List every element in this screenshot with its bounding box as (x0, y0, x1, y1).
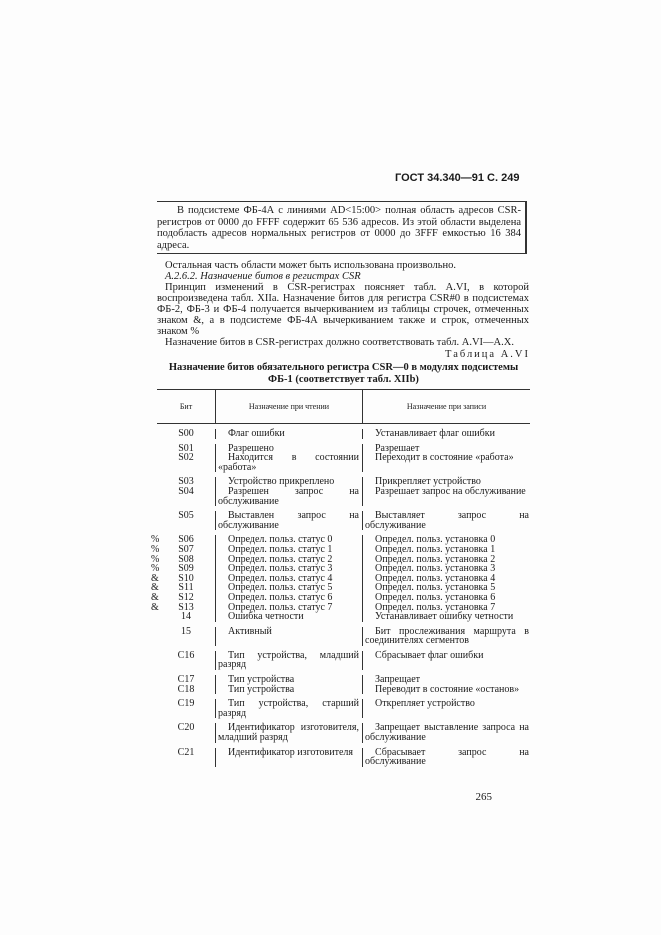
read-text: Определ. польз. статус 0 (228, 534, 333, 546)
paragraph: Остальная часть области может быть использована произвольно. (165, 260, 456, 271)
read-cell (215, 453, 362, 472)
read-text: Активный (228, 625, 272, 637)
bit-label: C16 (177, 649, 195, 661)
read-cell (215, 723, 362, 742)
document-header: ГОСТ 34.340—91 С. 249 (395, 172, 520, 184)
row-marker: & (151, 582, 159, 594)
bit-label: S04 (178, 485, 194, 497)
paragraph: Назначение битов в CSR-регистрах должно соответствовать табл. A.VI—A.X. (165, 337, 514, 348)
write-text: Бит прослеживания маршрута в соединителях сегментов (365, 625, 529, 647)
table-row (157, 685, 530, 695)
write-cell (362, 685, 530, 695)
write-text: Запрещает (375, 674, 421, 686)
bit-label: S12 (178, 591, 194, 603)
read-text: Тип устройства, старший разряд (218, 698, 359, 719)
read-text: Идентификатор изготовителя, младший разряд (218, 722, 359, 744)
bit-label: C19 (177, 698, 195, 710)
read-text: Ошибка четности (228, 611, 304, 623)
read-cell (215, 699, 362, 718)
write-text: Определ. польз. установка 2 (375, 553, 496, 565)
write-text: Определ. польз. установка 7 (375, 601, 496, 613)
read-text: Разрешен запрос на обслуживание (218, 485, 359, 507)
column-header: Назначение при записи (362, 390, 530, 423)
write-cell (362, 487, 530, 506)
write-cell (362, 723, 530, 742)
bit-cell (157, 511, 215, 530)
table-row (157, 439, 530, 454)
read-text: Выставлен запрос на обслуживание (218, 510, 359, 531)
read-text: Определ. польз. статус 2 (228, 553, 333, 565)
table-row (157, 694, 530, 718)
bit-cell (157, 723, 215, 742)
read-cell (215, 627, 362, 646)
write-text: Выставляет запрос на обслуживание (365, 510, 529, 531)
table-row (157, 612, 530, 622)
bit-label: S07 (178, 543, 194, 555)
table-row (157, 429, 530, 439)
column-header: Назначение при чтении (215, 390, 362, 423)
bit-cell (157, 699, 215, 718)
read-cell (215, 487, 362, 506)
row-marker: % (151, 563, 160, 575)
column-header: Бит (179, 402, 193, 411)
table-caption: Таблица A.VI (445, 349, 530, 360)
paragraph: Принцип изменений в CSR-регистрах поясняет табл. A.VI, в которой воспроизведена табл. XIIa. Назначение битов для регистра CSR#0 в подсистемах ФБ-2, ФБ-3 и ФБ-4 получается вычеркиванием из таблицы строчек, отмеченных знаком &, а в подсистеме ФБ-4А вычеркиванием также и строк, отмеченных знаком % (157, 282, 529, 337)
write-text: Открепляет устройство (375, 698, 475, 710)
read-text: Определ. польз. статус 7 (228, 601, 333, 613)
bit-label: S09 (178, 563, 194, 575)
write-cell (362, 429, 530, 439)
table-title: Назначение битов обязательного регистра CSR—0 в модулях подсистемы ФБ-1 (соответствует табл. XIIb) (168, 362, 519, 385)
read-text: Флаг ошибки (228, 428, 285, 439)
boxed-note (157, 201, 527, 254)
bit-label: C20 (177, 722, 195, 734)
read-cell (215, 511, 362, 530)
bit-label: C17 (177, 674, 195, 686)
table-row (157, 472, 530, 487)
write-text: Переходит в состояние «работа» (375, 452, 514, 464)
table-body (151, 424, 530, 787)
read-text: Находится в состоянии «работа» (218, 452, 359, 473)
bit-label: C18 (177, 683, 195, 695)
bit-cell (157, 627, 215, 646)
bit-label: S06 (178, 534, 194, 546)
body-text (157, 260, 529, 348)
read-text: Тип устройства, младший разряд (218, 649, 359, 671)
row-marker: & (151, 601, 159, 613)
row-marker: % (151, 543, 160, 555)
write-text: Определ. польз. установка 1 (375, 543, 496, 555)
read-text: Определ. польз. статус 3 (228, 563, 333, 575)
read-cell (215, 612, 362, 622)
write-cell (362, 627, 530, 646)
bit-cell (157, 748, 215, 767)
write-text: Сбрасывает флаг ошибки (375, 649, 484, 661)
bit-cell (157, 429, 215, 439)
write-cell (362, 511, 530, 530)
bit-label: S13 (178, 601, 194, 613)
write-text: Прикрепляет устройство (375, 476, 481, 488)
read-text: Определ. польз. статус 4 (228, 572, 333, 584)
bit-label: S01 (178, 442, 194, 454)
table-row (157, 646, 530, 670)
row-marker: % (151, 553, 160, 565)
row-marker: & (151, 591, 159, 603)
bit-label: S05 (178, 510, 194, 522)
write-text: Определ. польз. установка 0 (375, 534, 496, 546)
read-text: Разрешено (228, 442, 274, 454)
row-marker: & (151, 572, 159, 584)
write-text: Определ. польз. установка 3 (375, 563, 496, 575)
table-row (157, 718, 530, 742)
read-text: Идентификатор изготовителя (228, 746, 354, 758)
read-cell (215, 685, 362, 695)
read-text: Определ. польз. статус 5 (228, 582, 333, 594)
write-cell (362, 699, 530, 718)
write-text: Устанавливает ошибку четности (375, 611, 514, 623)
bit-cell (157, 651, 215, 670)
bit-cell (157, 685, 215, 695)
table-row (157, 670, 530, 685)
bit-label: 14 (181, 611, 191, 623)
write-text: Устанавливает флаг ошибки (375, 428, 495, 439)
bit-label: S11 (178, 582, 194, 594)
page-body (151, 201, 530, 803)
bit-cell (157, 487, 215, 506)
write-text: Сбрасывает запрос на обслуживание (365, 746, 529, 768)
write-cell (362, 748, 530, 767)
write-text: Определ. польз. установка 6 (375, 591, 496, 603)
write-cell (362, 612, 530, 622)
write-cell (362, 453, 530, 472)
write-text: Определ. польз. установка 4 (375, 572, 496, 584)
table-row (157, 453, 530, 472)
bit-label: S00 (178, 428, 194, 439)
row-marker: % (151, 534, 160, 546)
bit-label: S10 (178, 572, 194, 584)
read-cell (215, 429, 362, 439)
read-text: Устройство прикреплено (228, 476, 335, 488)
bit-label: 15 (181, 625, 191, 637)
section-heading: A.2.6.2. Назначение битов в регистрах CSR (165, 271, 361, 282)
bit-cell (157, 612, 215, 622)
read-text: Определ. польз. статус 1 (228, 543, 333, 555)
read-text: Определ. польз. статус 6 (228, 591, 333, 603)
bit-label: S08 (178, 553, 194, 565)
boxed-note-text: В подсистеме ФБ-4А с линиями AD<15:00> полная область адресов CSR-регистров от 0000 до FFFF содержит 65 536 адресов. Из этой области выделена подобласть адресов нормальных регистров от 0000 до 3FFF емкостью 16 384 адреса. (157, 205, 521, 251)
write-text: Переводит в состояние «останов» (375, 683, 520, 695)
read-cell (215, 748, 362, 767)
bit-label: S03 (178, 476, 194, 488)
write-text: Разрешает запрос на обслуживание (375, 485, 526, 497)
table-row (157, 622, 530, 646)
bit-label: C21 (177, 746, 195, 758)
page-number: 265 (475, 790, 492, 803)
bit-label: S02 (178, 452, 194, 464)
write-text: Определ. польз. установка 5 (375, 582, 496, 594)
table-row (157, 743, 530, 767)
table-row (151, 530, 530, 546)
read-text: Тип устройства (228, 683, 295, 695)
write-text: Разрешает (375, 442, 420, 454)
write-text: Запрещает выставление запроса на обслуживание (365, 722, 529, 744)
read-text: Тип устройства (228, 674, 295, 686)
bit-cell (157, 453, 215, 472)
table-row (157, 487, 530, 506)
bits-table (151, 389, 530, 787)
read-cell (215, 651, 362, 670)
write-cell (362, 651, 530, 670)
table-row (157, 506, 530, 530)
table-header (157, 390, 530, 424)
